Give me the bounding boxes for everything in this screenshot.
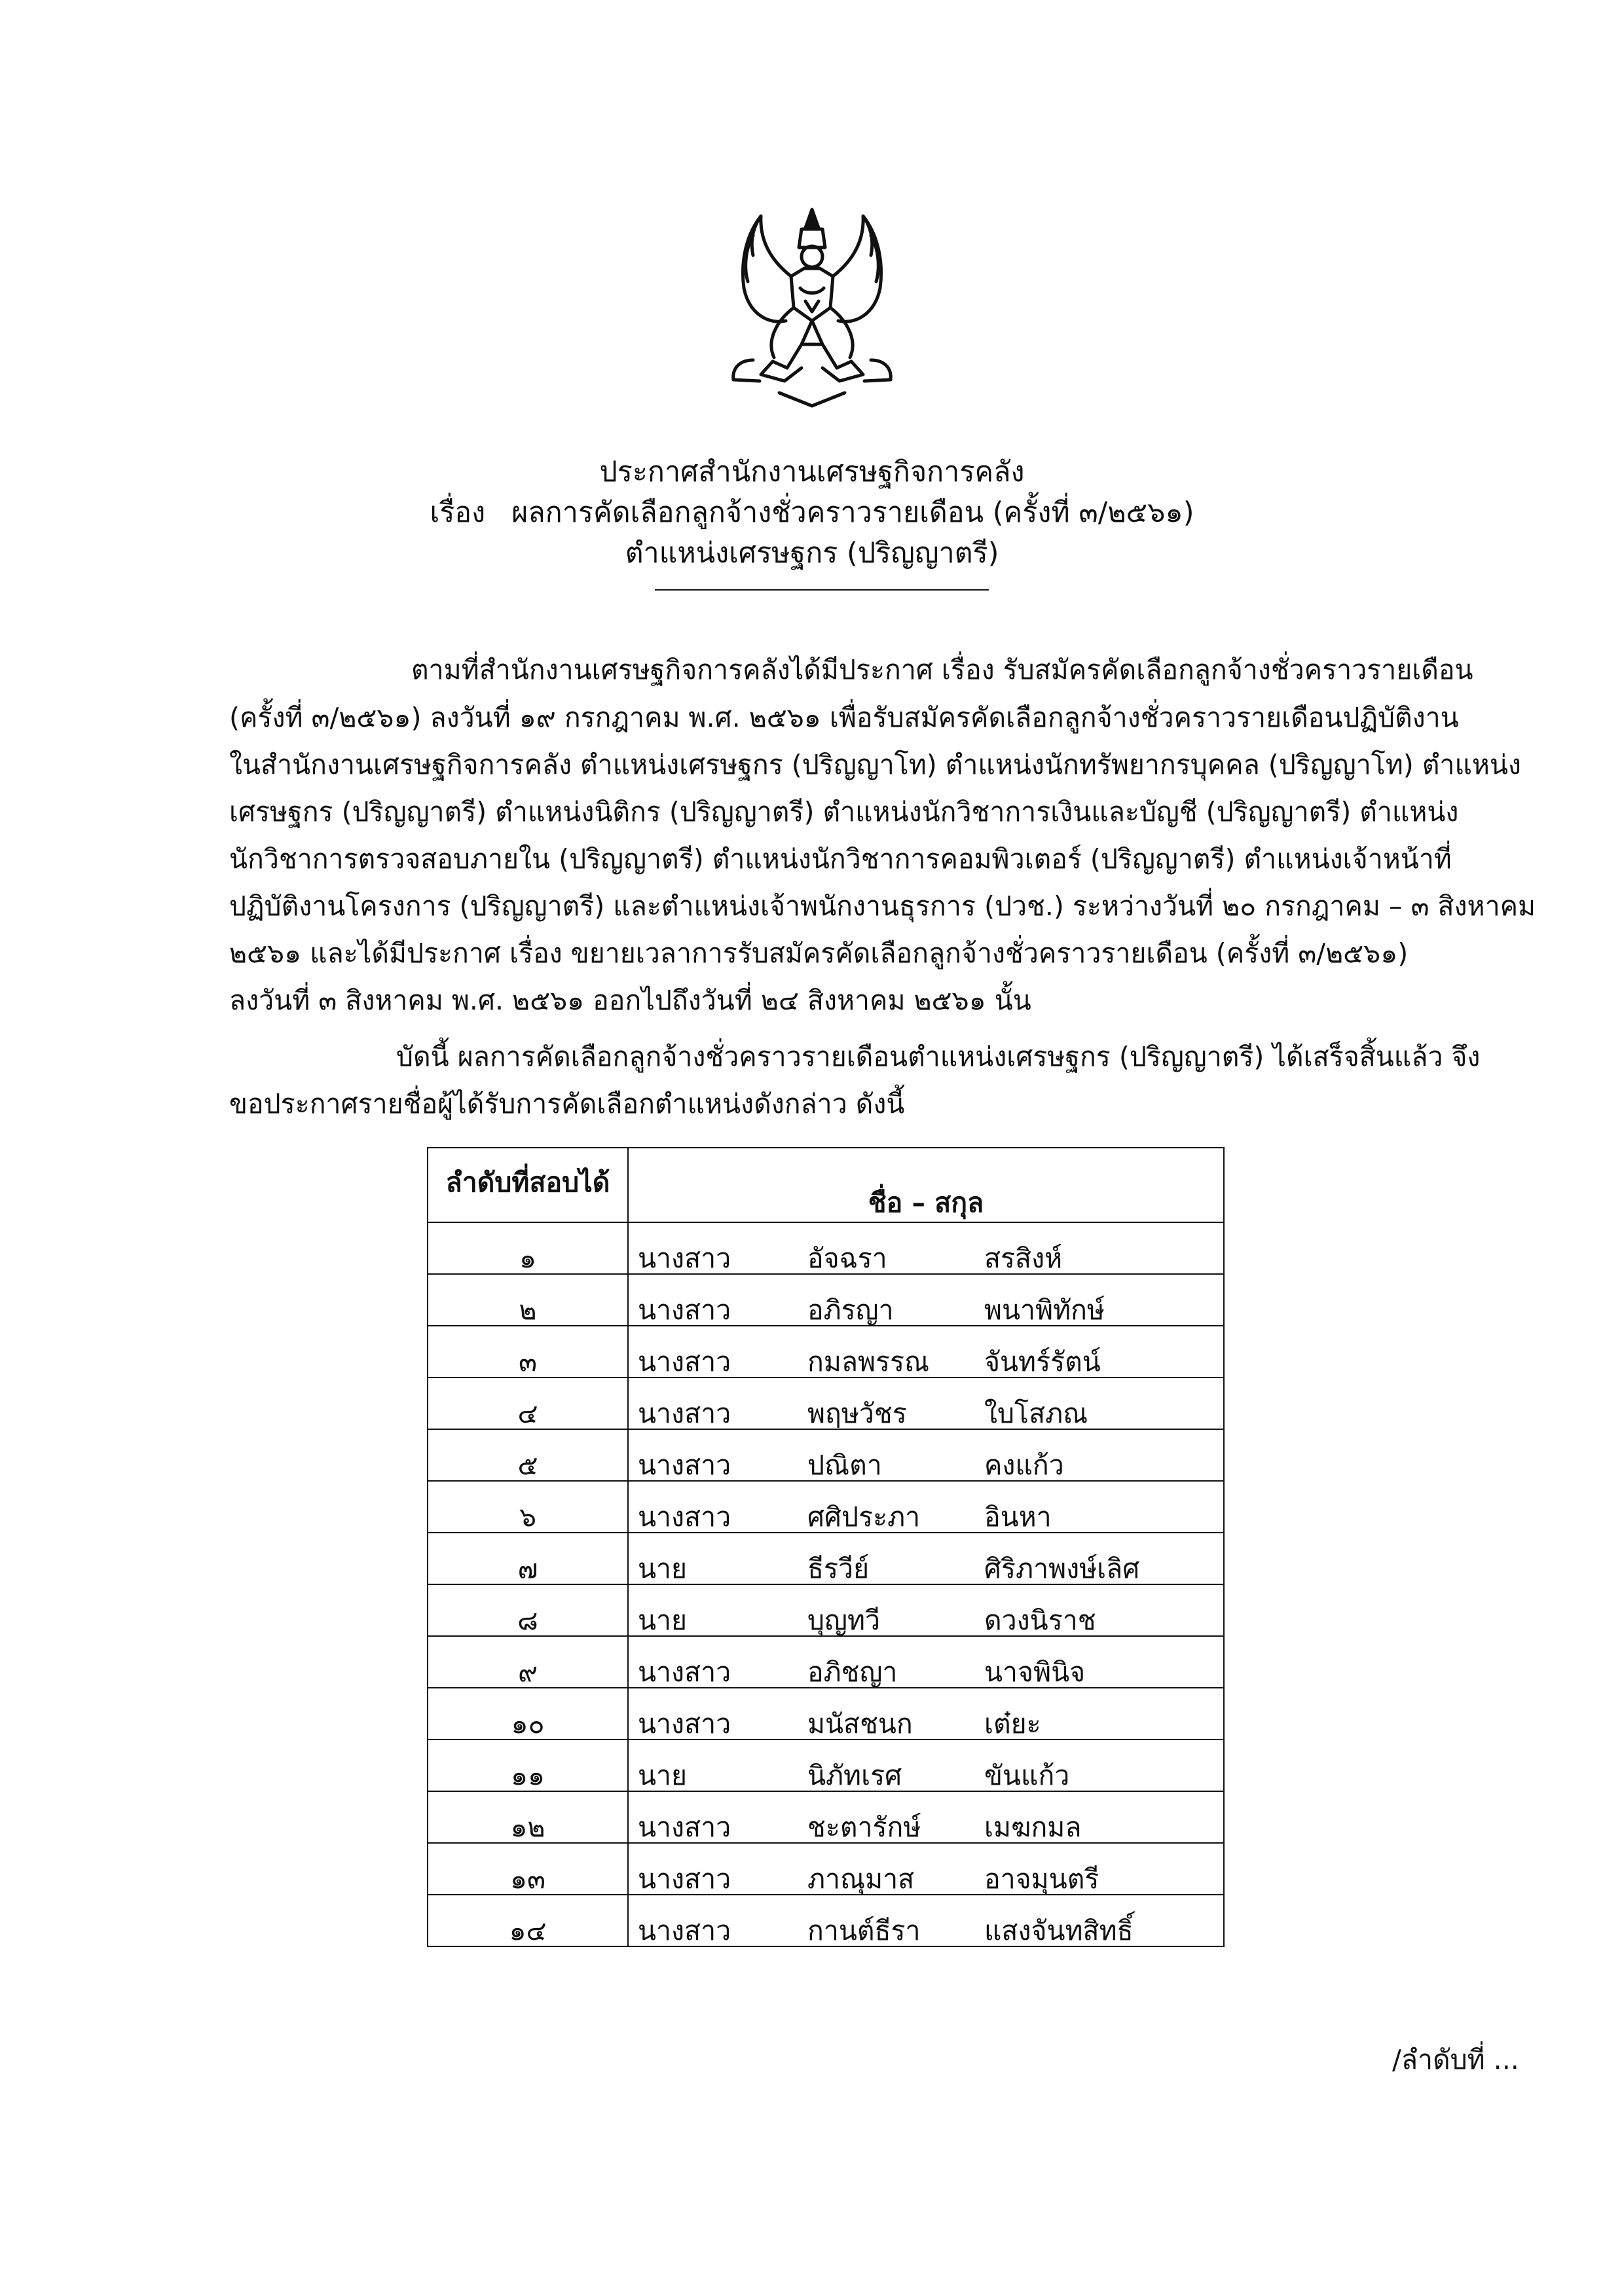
table-row (428, 1274, 1224, 1326)
table-row (428, 1584, 1224, 1636)
prefix-cell: นางสาว (628, 1429, 798, 1481)
table-header-row (428, 1148, 1224, 1222)
first-name-cell: กานต์ธีรา (798, 1895, 975, 1946)
rank-cell: ๕ (428, 1429, 628, 1481)
rank-cell: ๖ (428, 1481, 628, 1533)
table-row (428, 1791, 1224, 1843)
paragraph-1-line-7: ๒๕๖๑ และได้มีประกาศ เรื่อง ขยายเวลาการรับสมัครคัดเลือกลูกจ้างชั่วคราวรายเดือน (ครั้งที่ ๓/๒๕๖๑) (229, 938, 1409, 969)
paragraph-1-line-8: ลงวันที่ ๓ สิงหาคม พ.ศ. ๒๕๖๑ ออกไปถึงวันที่ ๒๔ สิงหาคม ๒๕๖๑ นั้น (229, 985, 1031, 1016)
first-name-cell: กมลพรรณ (798, 1326, 975, 1377)
last-name-cell: พนาพิทักษ์ (975, 1274, 1224, 1326)
last-name-cell: คงแก้ว (975, 1429, 1224, 1481)
prefix-cell: นาย (628, 1533, 798, 1584)
first-name-cell: ธีรวีย์ (798, 1533, 975, 1584)
paragraph-1-line-3: ในสำนักงานเศรษฐกิจการคลัง ตำแหน่งเศรษฐกร (ปริญญาโท) ตำแหน่งนักทรัพยากรบุคคล (ปริญญาโท) ตำแหน่ง (229, 749, 1521, 780)
last-name-cell: อินหา (975, 1481, 1224, 1533)
last-name-cell: เต๋ยะ (975, 1688, 1224, 1740)
rank-cell: ๙ (428, 1636, 628, 1688)
first-name-cell: ภาณุมาส (798, 1843, 975, 1895)
table-row (428, 1481, 1224, 1533)
prefix-cell: นางสาว (628, 1688, 798, 1740)
table-row (428, 1895, 1224, 1946)
prefix-cell: นางสาว (628, 1636, 798, 1688)
last-name-cell: แสงจันทสิทธิ์ (975, 1895, 1224, 1946)
first-name-cell: พฤษวัชร (798, 1377, 975, 1429)
prefix-cell: นางสาว (628, 1791, 798, 1843)
prefix-cell: นางสาว (628, 1326, 798, 1377)
table-row (428, 1688, 1224, 1740)
last-name-cell: ศิริภาพงษ์เลิศ (975, 1533, 1224, 1584)
paragraph-1-line-6: ปฏิบัติงานโครงการ (ปริญญาตรี) และตำแหน่งเจ้าพนักงานธุรการ (ปวช.) ระหว่างวันที่ ๒๐ กรกฎาคม – ๓ สิงหาคม (229, 890, 1536, 922)
prefix-cell: นางสาว (628, 1843, 798, 1895)
last-name-cell: ดวงนิราช (975, 1584, 1224, 1636)
heading-divider (655, 589, 989, 591)
prefix-cell: นางสาว (628, 1222, 798, 1274)
last-name-cell: ใบโสภณ (975, 1377, 1224, 1429)
rank-cell: ๓ (428, 1326, 628, 1377)
rank-cell: ๗ (428, 1533, 628, 1584)
rank-cell: ๑๒ (428, 1791, 628, 1843)
table-row (428, 1377, 1224, 1429)
last-name-cell: อาจมุนตรี (975, 1843, 1224, 1895)
prefix-cell: นางสาว (628, 1377, 798, 1429)
first-name-cell: บุญทวี (798, 1584, 975, 1636)
rank-cell: ๑ (428, 1222, 628, 1274)
last-name-cell: เมฆกมล (975, 1791, 1224, 1843)
table-row (428, 1326, 1224, 1377)
continued-note: /ลำดับที่ ... (1392, 2044, 1519, 2075)
prefix-cell: นาย (628, 1740, 798, 1791)
announcement-agency: ประกาศสำนักงานเศรษฐกิจการคลัง (599, 456, 1025, 488)
rank-cell: ๑๔ (428, 1895, 628, 1946)
first-name-cell: มนัสชนก (798, 1688, 975, 1740)
first-name-cell: ศศิประภา (798, 1481, 975, 1533)
rank-cell: ๒ (428, 1274, 628, 1326)
table-row (428, 1533, 1224, 1584)
table-row (428, 1636, 1224, 1688)
last-name-cell: ขันแก้ว (975, 1740, 1224, 1791)
table-row (428, 1740, 1224, 1791)
rank-cell: ๔ (428, 1377, 628, 1429)
table-row (428, 1429, 1224, 1481)
first-name-cell: ปณิตา (798, 1429, 975, 1481)
rank-cell: ๑๓ (428, 1843, 628, 1895)
announcement-subject-line (0, 496, 1624, 529)
rank-column-header: ลำดับที่สอบได้ (428, 1148, 628, 1222)
last-name-cell: จันทร์รัตน์ (975, 1326, 1224, 1377)
paragraph-1-line-2: (ครั้งที่ ๓/๒๕๖๑) ลงวันที่ ๑๙ กรกฎาคม พ.ศ. ๒๕๖๑ เพื่อรับสมัครคัดเลือกลูกจ้างชั่วคราวรายเดือนปฏิบัติงาน (229, 702, 1459, 733)
rank-cell: ๑๑ (428, 1740, 628, 1791)
rank-cell: ๘ (428, 1584, 628, 1636)
prefix-cell: นางสาว (628, 1481, 798, 1533)
first-name-cell: ชะตารักษ์ (798, 1791, 975, 1843)
last-name-cell: สรสิงห์ (975, 1222, 1224, 1274)
last-name-cell: นาจพินิจ (975, 1636, 1224, 1688)
paragraph-1-line-4: เศรษฐกร (ปริญญาตรี) ตำแหน่งนิติกร (ปริญญาตรี) ตำแหน่งนักวิชาการเงินและบัญชี (ปริญญาตรี) ตำแหน่ง (229, 796, 1459, 828)
garuda-emblem-icon (714, 196, 910, 412)
prefix-cell: นางสาว (628, 1895, 798, 1946)
rank-cell: ๑๐ (428, 1688, 628, 1740)
first-name-cell: นิภัทเรศ (798, 1740, 975, 1791)
paragraph-1-line-5: นักวิชาการตรวจสอบภายใน (ปริญญาตรี) ตำแหน่งนักวิชาการคอมพิวเตอร์ (ปริญญาตรี) ตำแหน่งเจ้าหน้าที่ (229, 843, 1452, 875)
subject-label: เรื่อง (430, 496, 486, 529)
paragraph-2-line-2: ขอประกาศรายชื่อผู้ได้รับการคัดเลือกตำแหน่งดังกล่าว ดังนี้ (229, 1088, 905, 1120)
paragraph-2-line-1: บัดนี้ ผลการคัดเลือกลูกจ้างชั่วคราวรายเดือนตำแหน่งเศรษฐกร (ปริญญาตรี) ได้เสร็จสิ้นแล้ว จึง (396, 1041, 1481, 1072)
table-row (428, 1222, 1224, 1274)
results-table (427, 1147, 1225, 1947)
paragraph-1-line-1: ตามที่สำนักงานเศรษฐกิจการคลังได้มีประกาศ เรื่อง รับสมัครคัดเลือกลูกจ้างชั่วคราวรายเดือน (411, 654, 1473, 685)
table-row (428, 1843, 1224, 1895)
announcement-position: ตำแหน่งเศรษฐกร (ปริญญาตรี) (625, 537, 999, 570)
first-name-cell: อัจฉรา (798, 1222, 975, 1274)
first-name-cell: อภิรญา (798, 1274, 975, 1326)
announcement-subject: ผลการคัดเลือกลูกจ้างชั่วคราวรายเดือน (ครั้งที่ ๓/๒๕๖๑) (511, 496, 1194, 529)
prefix-cell: นาย (628, 1584, 798, 1636)
first-name-cell: อภิชญา (798, 1636, 975, 1688)
prefix-cell: นางสาว (628, 1274, 798, 1326)
name-column-header: ชื่อ – สกุล (628, 1148, 1224, 1222)
